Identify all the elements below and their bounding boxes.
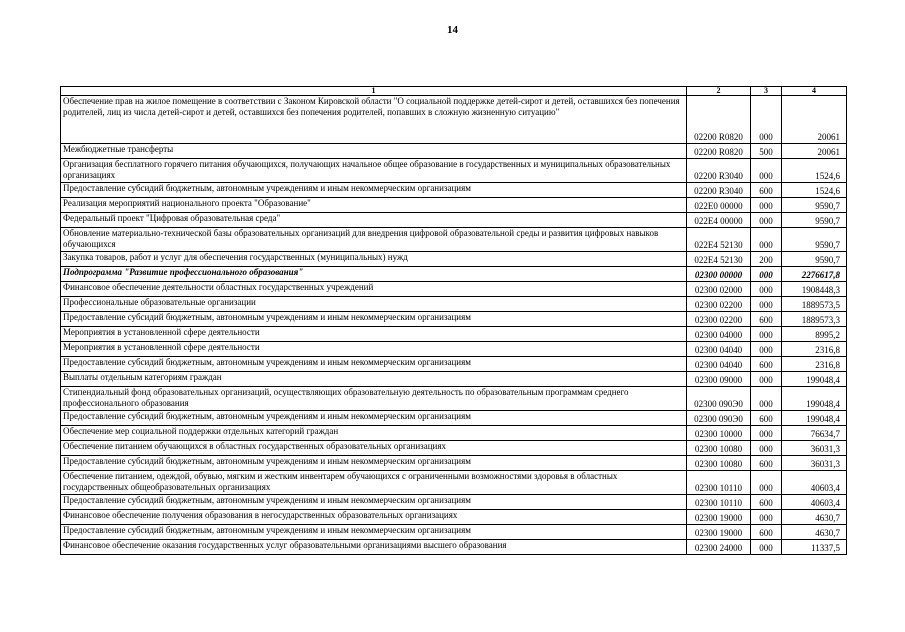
row-amount-cell: 40603,4 [782,471,847,495]
row-name-cell: Обеспечение прав на жилое помещение в соответствии с Законом Кировской области "О социальной поддержке детей-сирот и детей, оставшихся без попечения родителей, лиц из числа детей-сирот и детей, оставшихся без попечения родителей, попавших в сложную жизненную ситуацию" [61,96,687,144]
table-body [61,96,847,555]
table-row [61,297,847,312]
row-name-cell: Обновление материально-технической базы образовательных организаций для внедрения цифровой образовательной среды и развития цифровых навыков обучающихся [61,228,687,252]
row-code-cell: 02300 10080 [687,456,751,471]
row-code-cell: 02200 R3040 [687,183,751,198]
row-vr-cell: 000 [751,267,782,282]
row-name-cell: Предоставление субсидий бюджетным, автономным учреждениям и иным некоммерческим организациям [61,456,687,471]
row-amount-cell: 199048,4 [782,387,847,411]
row-name-cell: Стипендиальный фонд образовательных организаций, осуществляющих образовательную деятельность по образовательным программам среднего профессионального образования [61,387,687,411]
row-vr-cell: 000 [751,159,782,183]
row-code-cell: 02300 10000 [687,426,751,441]
row-name-cell: Межбюджетные трансферты [61,144,687,159]
row-amount-cell: 9590,7 [782,198,847,213]
row-vr-cell: 600 [751,183,782,198]
row-vr-cell: 000 [751,213,782,228]
row-amount-cell: 20061 [782,96,847,144]
row-vr-cell: 600 [751,312,782,327]
table-row [61,252,847,267]
table-row [61,228,847,252]
row-vr-cell: 200 [751,252,782,267]
row-vr-cell: 000 [751,510,782,525]
budget-table-container [60,86,846,555]
row-amount-cell: 8995,2 [782,327,847,342]
row-code-cell: 02300 19000 [687,510,751,525]
row-vr-cell: 000 [751,228,782,252]
row-amount-cell: 40603,4 [782,495,847,510]
row-amount-cell: 11337,5 [782,540,847,555]
row-amount-cell: 20061 [782,144,847,159]
row-name-cell: Финансовое обеспечение оказания государственных услуг образовательными организациями высшего образования [61,540,687,555]
row-code-cell: 022Е4 52130 [687,252,751,267]
row-code-cell: 022Е4 52130 [687,228,751,252]
row-code-cell: 02300 02200 [687,312,751,327]
table-row [61,426,847,441]
row-code-cell: 02300 10080 [687,441,751,456]
table-row [61,387,847,411]
row-vr-cell: 600 [751,525,782,540]
row-amount-cell: 2316,8 [782,342,847,357]
table-row [61,525,847,540]
table-row [61,456,847,471]
row-code-cell: 02300 24000 [687,540,751,555]
row-code-cell: 02300 00000 [687,267,751,282]
table-row [61,144,847,159]
row-name-cell: Финансовое обеспечение деятельности областных государственных учреждений [61,282,687,297]
row-vr-cell: 000 [751,342,782,357]
row-amount-cell: 2276617,8 [782,267,847,282]
row-amount-cell: 2316,8 [782,357,847,372]
table-row [61,159,847,183]
row-vr-cell: 000 [751,372,782,387]
header-col-3: 3 [751,87,782,96]
header-col-1: 1 [61,87,687,96]
row-name-cell: Профессиональные образовательные организации [61,297,687,312]
table-row [61,327,847,342]
table-row [61,267,847,282]
table-row [61,342,847,357]
table-row [61,282,847,297]
row-name-cell: Мероприятия в установленной сфере деятельности [61,327,687,342]
row-amount-cell: 1524,6 [782,183,847,198]
row-name-cell: Предоставление субсидий бюджетным, автономным учреждениям и иным некоммерческим организациям [61,357,687,372]
row-amount-cell: 1889573,5 [782,297,847,312]
row-amount-cell: 199048,4 [782,372,847,387]
row-name-cell: Предоставление субсидий бюджетным, автономным учреждениям и иным некоммерческим организациям [61,312,687,327]
row-vr-cell: 000 [751,297,782,312]
row-name-cell: Предоставление субсидий бюджетным, автономным учреждениям и иным некоммерческим организациям [61,525,687,540]
row-vr-cell: 000 [751,540,782,555]
row-code-cell: 022Е0 00000 [687,198,751,213]
row-vr-cell: 000 [751,327,782,342]
row-amount-cell: 1524,6 [782,159,847,183]
row-vr-cell: 600 [751,495,782,510]
row-vr-cell: 000 [751,387,782,411]
row-code-cell: 02300 09000 [687,372,751,387]
row-name-cell: Обеспечение питанием обучающихся в областных государственных образовательных организациях [61,441,687,456]
row-name-cell: Мероприятия в установленной сфере деятельности [61,342,687,357]
table-row [61,471,847,495]
row-code-cell: 022Е4 00000 [687,213,751,228]
table-row [61,441,847,456]
table-row [61,510,847,525]
row-amount-cell: 9590,7 [782,213,847,228]
row-name-cell: Подпрограмма "Развитие профессионального образования" [61,267,687,282]
row-name-cell: Обеспечение питанием, одеждой, обувью, мягким и жестким инвентарем обучающихся с ограниченными возможностями здоровья в областных государственных общеобразовательных организациях [61,471,687,495]
row-vr-cell: 000 [751,426,782,441]
row-code-cell: 02300 090Э0 [687,387,751,411]
row-vr-cell: 000 [751,96,782,144]
row-name-cell: Предоставление субсидий бюджетным, автономным учреждениям и иным некоммерческим организациям [61,411,687,426]
table-row [61,198,847,213]
row-amount-cell: 4630,7 [782,525,847,540]
row-code-cell: 02200 R3040 [687,159,751,183]
row-name-cell: Закупка товаров, работ и услуг для обеспечения государственных (муниципальных) нужд [61,252,687,267]
table-row [61,96,847,144]
row-amount-cell: 1908448,3 [782,282,847,297]
row-code-cell: 02200 R0820 [687,144,751,159]
row-amount-cell: 4630,7 [782,510,847,525]
row-amount-cell: 36031,3 [782,441,847,456]
row-code-cell: 02300 10110 [687,495,751,510]
table-row [61,411,847,426]
row-name-cell: Организация бесплатного горячего питания обучающихся, получающих начальное общее образование в государственных и муниципальных образовательных организациях [61,159,687,183]
table-row [61,495,847,510]
row-name-cell: Обеспечение мер социальной поддержки отдельных категорий граждан [61,426,687,441]
table-row [61,213,847,228]
row-name-cell: Предоставление субсидий бюджетным, автономным учреждениям и иным некоммерческим организациям [61,495,687,510]
row-code-cell: 02300 04040 [687,342,751,357]
row-amount-cell: 199048,4 [782,411,847,426]
row-name-cell: Выплаты отдельным категориям граждан [61,372,687,387]
row-code-cell: 02300 02200 [687,297,751,312]
row-amount-cell: 1889573,3 [782,312,847,327]
header-col-4: 4 [782,87,847,96]
row-amount-cell: 76634,7 [782,426,847,441]
table-header-row [61,87,847,96]
row-vr-cell: 000 [751,198,782,213]
row-vr-cell: 000 [751,282,782,297]
table-row [61,312,847,327]
row-code-cell: 02200 R0820 [687,96,751,144]
table-row [61,357,847,372]
row-vr-cell: 000 [751,441,782,456]
row-code-cell: 02300 04000 [687,327,751,342]
row-code-cell: 02300 090Э0 [687,411,751,426]
row-vr-cell: 600 [751,456,782,471]
row-name-cell: Реализация мероприятий национального проекта "Образование" [61,198,687,213]
row-code-cell: 02300 02000 [687,282,751,297]
row-vr-cell: 600 [751,411,782,426]
row-name-cell: Предоставление субсидий бюджетным, автономным учреждениям и иным некоммерческим организациям [61,183,687,198]
table-row [61,372,847,387]
row-code-cell: 02300 04040 [687,357,751,372]
header-col-2: 2 [687,87,751,96]
row-vr-cell: 500 [751,144,782,159]
row-vr-cell: 600 [751,357,782,372]
page-number: 14 [447,24,458,36]
budget-table [60,86,847,555]
row-name-cell: Федеральный проект "Цифровая образовательная среда" [61,213,687,228]
row-name-cell: Финансовое обеспечение получения образования в негосударственных образовательных организациях [61,510,687,525]
table-row [61,183,847,198]
table-row [61,540,847,555]
row-amount-cell: 9590,7 [782,252,847,267]
row-amount-cell: 9590,7 [782,228,847,252]
row-amount-cell: 36031,3 [782,456,847,471]
row-code-cell: 02300 10110 [687,471,751,495]
row-code-cell: 02300 19000 [687,525,751,540]
row-vr-cell: 000 [751,471,782,495]
